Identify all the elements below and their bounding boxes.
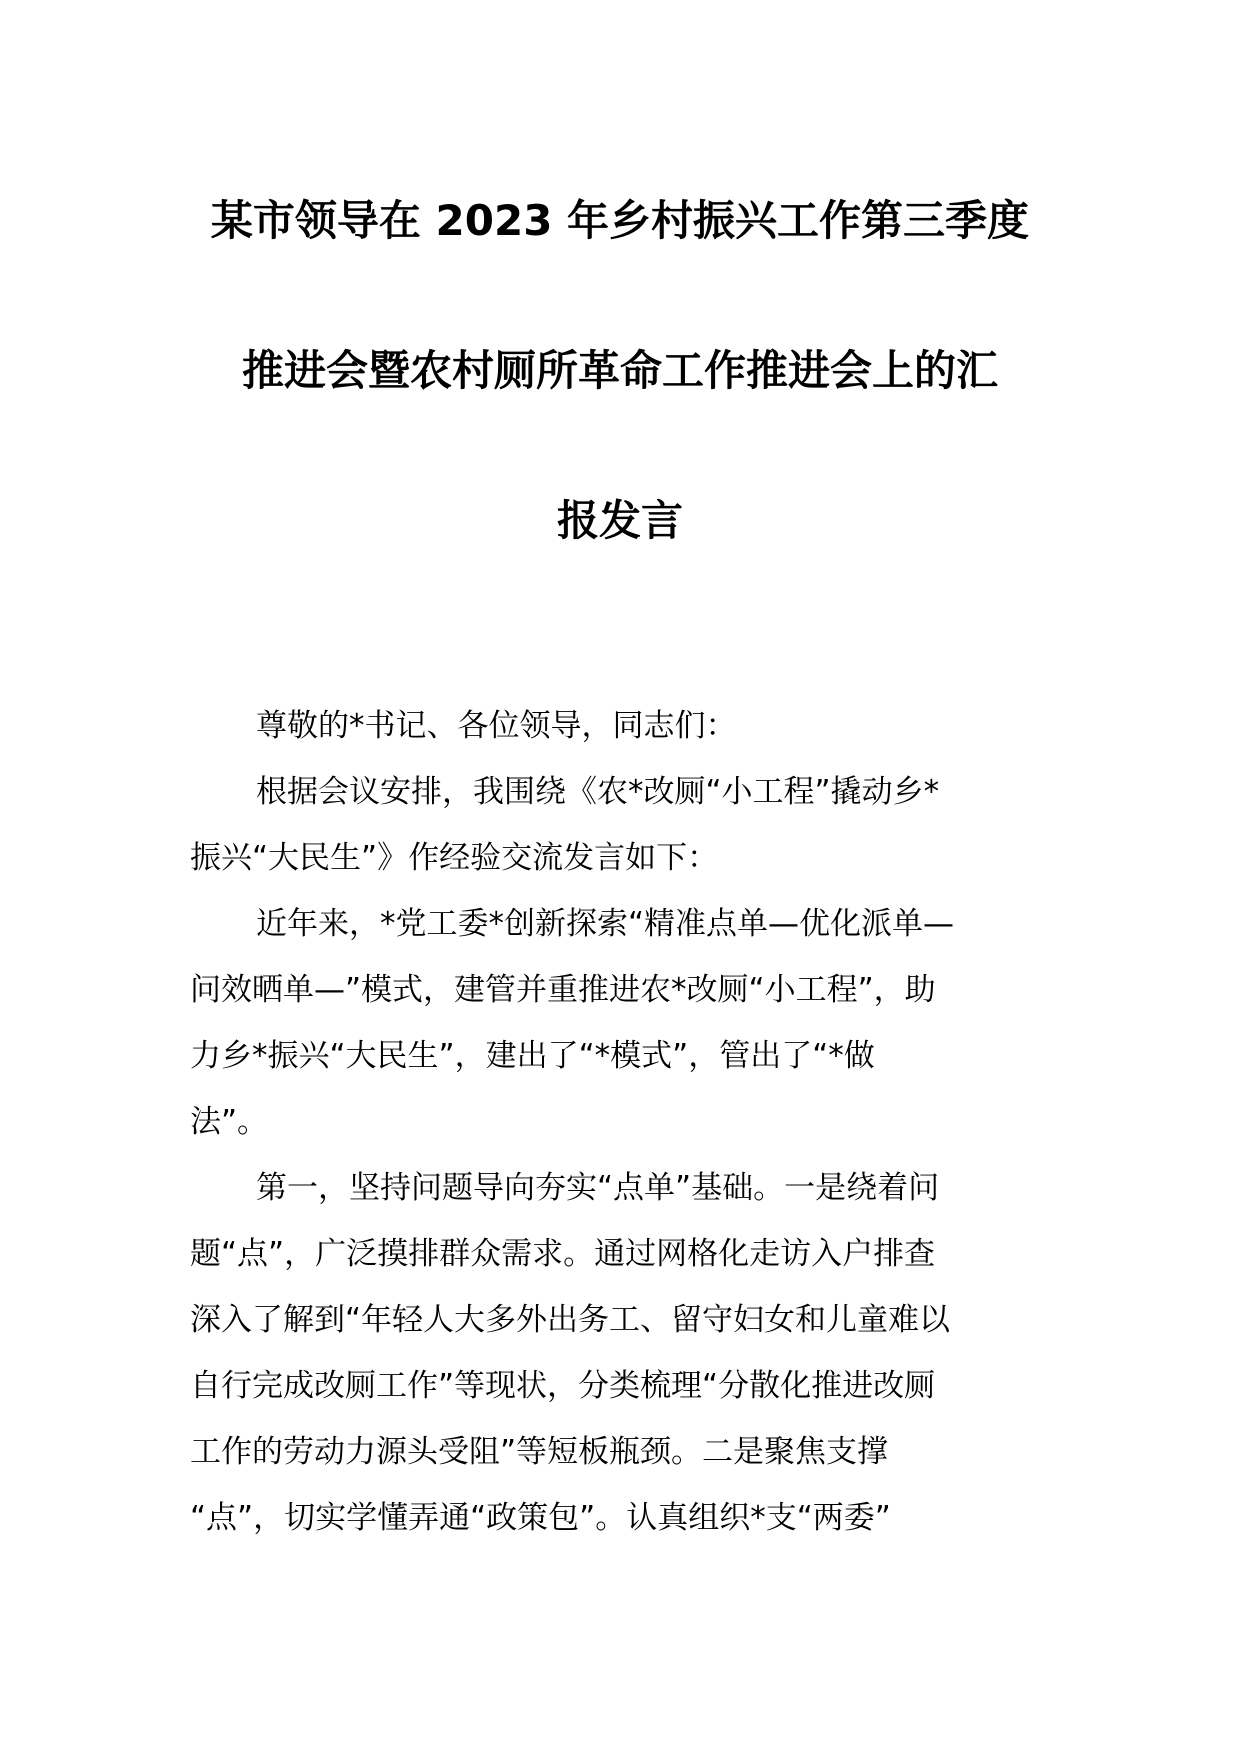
body-line: 第一，坚持问题导向夯实“点单”基础。一是绕着问 bbox=[256, 1170, 940, 1206]
body-line: “点”，切实学懂弄通“政策包”。认真组织*支“两委” bbox=[190, 1500, 891, 1536]
body-line: 近年来，*党工委*创新探索“精准点单—优化派单— bbox=[256, 906, 955, 942]
body-line: 力乡*振兴“大民生”，建出了“*模式”，管出了“*做 bbox=[190, 1038, 875, 1074]
title-line-1: 某市领导在 2023 年乡村振兴工作第三季度 bbox=[210, 196, 1030, 245]
document-body bbox=[190, 706, 1060, 1564]
title-line-3: 报发言 bbox=[556, 496, 683, 545]
body-line: 自行完成改厕工作”等现状，分类梳理“分散化推进改厕 bbox=[190, 1368, 936, 1404]
salutation-line: 尊敬的*书记、各位领导，同志们： bbox=[256, 708, 737, 744]
body-line: 深入了解到“年轻人大多外出务工、留守妇女和儿童难以 bbox=[190, 1302, 951, 1338]
body-line: 工作的劳动力源头受阻”等短板瓶颈。二是聚焦支撑 bbox=[190, 1434, 889, 1470]
body-line: 题“点”，广泛摸排群众需求。通过网格化走访入户排查 bbox=[190, 1236, 936, 1272]
body-line: 问效晒单—”模式，建管并重推进农*改厕“小工程”，助 bbox=[190, 972, 936, 1008]
body-line: 振兴“大民生”》作经验交流发言如下： bbox=[190, 840, 719, 876]
body-line: 法”。 bbox=[190, 1104, 269, 1140]
body-line: 根据会议安排，我围绕《农*改厕“小工程”撬动乡* bbox=[256, 774, 940, 810]
document-title bbox=[190, 196, 1050, 646]
title-line-2: 推进会暨农村厕所革命工作推进会上的汇 bbox=[241, 346, 998, 395]
